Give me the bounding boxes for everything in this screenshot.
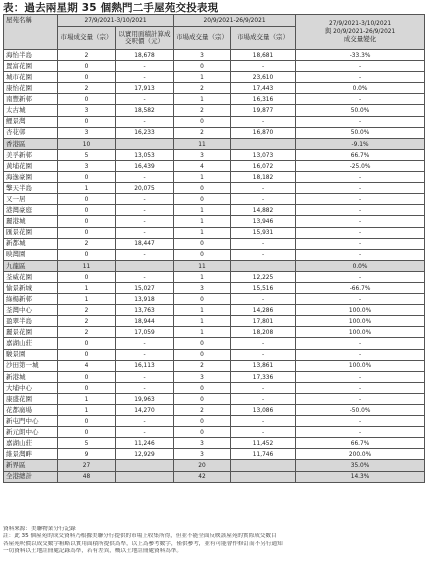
- table-row: [4, 294, 425, 305]
- p1-price-cell: -: [116, 349, 174, 360]
- estate-name-cell: 黃埔花園: [4, 160, 58, 171]
- table-row: [4, 382, 425, 393]
- volume-change-cell: -: [296, 338, 425, 349]
- p1-price-cell: [116, 138, 174, 149]
- p2-volume-cell: 20: [174, 460, 231, 471]
- estate-name-cell: 愉景新城: [4, 282, 58, 293]
- p2-volume-header: 市場成交量（宗）: [174, 27, 231, 50]
- p2-price-cell: 12,225: [231, 271, 296, 282]
- p1-volume-cell: 0: [58, 116, 116, 127]
- volume-change-cell: -66.7%: [296, 282, 425, 293]
- p1-price-cell: 13,053: [116, 149, 174, 160]
- p2-price-cell: [231, 460, 296, 471]
- change-header-line1: 27/9/2021-3/10/2021: [328, 19, 392, 28]
- p2-price-cell: 15,931: [231, 227, 296, 238]
- p2-price-cell: -: [231, 294, 296, 305]
- estate-name-cell: 嘉湖山莊: [4, 438, 58, 449]
- table-row: [4, 438, 425, 449]
- p2-price-cell: 15,516: [231, 282, 296, 293]
- volume-change-cell: -: [296, 72, 425, 83]
- p1-price-cell: 18,447: [116, 238, 174, 249]
- table-row: [4, 305, 425, 316]
- p2-volume-cell: 0: [174, 393, 231, 404]
- p2-volume-cell: 2: [174, 360, 231, 371]
- p2-volume-cell: 2: [174, 105, 231, 116]
- p1-volume-cell: 0: [58, 94, 116, 105]
- p2-price-cell: 13,946: [231, 216, 296, 227]
- volume-change-cell: -: [296, 271, 425, 282]
- p1-price-cell: 17,913: [116, 83, 174, 94]
- p2-price-cell: 13,073: [231, 149, 296, 160]
- table-row: [4, 194, 425, 205]
- p2-price-cell: -: [231, 338, 296, 349]
- table-body: [4, 50, 425, 483]
- p2-price-cell: [231, 138, 296, 149]
- p2-volume-cell: 0: [174, 61, 231, 72]
- volume-change-cell: -: [296, 94, 425, 105]
- table-row: [4, 371, 425, 382]
- footnote-line: 各屋苑呎價以成交數字粗略以實用面積所提供為準，以上為參考數字，僅供參考，並有可能會作修訂而不另行通知: [3, 540, 283, 547]
- table-row: [4, 349, 425, 360]
- p1-volume-cell: 0: [58, 227, 116, 238]
- p2-price-cell: 17,443: [231, 83, 296, 94]
- table-row: [4, 127, 425, 138]
- volume-change-cell: 66.7%: [296, 149, 425, 160]
- p2-volume-cell: 2: [174, 405, 231, 416]
- table-row: [4, 271, 425, 282]
- p2-price-cell: 18,182: [231, 172, 296, 183]
- p2-price-cell: -: [231, 183, 296, 194]
- volume-change-cell: -: [296, 172, 425, 183]
- estate-name-cell: 新界區: [4, 460, 58, 471]
- p1-volume-cell: 27: [58, 460, 116, 471]
- p2-price-cell: 13,086: [231, 405, 296, 416]
- region-total-row: [4, 471, 425, 482]
- p2-volume-cell: 0: [174, 194, 231, 205]
- p2-price-cell: 19,877: [231, 105, 296, 116]
- p2-volume-cell: 0: [174, 183, 231, 194]
- p1-price-cell: 16,233: [116, 127, 174, 138]
- estate-name-cell: 盈翠半島: [4, 316, 58, 327]
- p2-volume-cell: 1: [174, 72, 231, 83]
- p1-volume-cell: 0: [58, 427, 116, 438]
- p1-volume-cell: 0: [58, 349, 116, 360]
- table-row: [4, 449, 425, 460]
- volume-change-cell: -: [296, 116, 425, 127]
- table-row: [4, 116, 425, 127]
- p1-price-cell: 14,270: [116, 405, 174, 416]
- estate-name-cell: 新元朗中心: [4, 427, 58, 438]
- p2-volume-cell: 0: [174, 238, 231, 249]
- estate-name-cell: 又一居: [4, 194, 58, 205]
- p1-price-cell: -: [116, 205, 174, 216]
- p2-price-cell: -: [231, 249, 296, 260]
- p2-price-cell: 16,870: [231, 127, 296, 138]
- header-row-periods: [4, 15, 425, 27]
- estate-name-cell: 康怡花園: [4, 83, 58, 94]
- footnotes: [3, 526, 424, 555]
- p1-volume-cell: 0: [58, 172, 116, 183]
- p1-price-cell: -: [116, 194, 174, 205]
- table-row: [4, 405, 425, 416]
- estate-name-cell: 南豐新邨: [4, 94, 58, 105]
- table-row: [4, 105, 425, 116]
- estate-name-cell: 康盛花園: [4, 393, 58, 404]
- p2-price-cell: -: [231, 393, 296, 404]
- estate-name-cell: 維景灣畔: [4, 449, 58, 460]
- p1-volume-cell: 2: [58, 305, 116, 316]
- p1-price-cell: -: [116, 427, 174, 438]
- volume-change-cell: -: [296, 416, 425, 427]
- estate-name-cell: 海逸豪園: [4, 172, 58, 183]
- p1-price-cell: -: [116, 172, 174, 183]
- table-row: [4, 72, 425, 83]
- volume-change-cell: -: [296, 216, 425, 227]
- period2-header: 20/9/2021-26/9/2021: [174, 15, 296, 27]
- p1-volume-cell: 2: [58, 238, 116, 249]
- volume-change-cell: -25.0%: [296, 160, 425, 171]
- p2-volume-cell: 4: [174, 160, 231, 171]
- p1-volume-cell: 2: [58, 316, 116, 327]
- transactions-table: [3, 14, 425, 483]
- p2-volume-cell: 0: [174, 349, 231, 360]
- volume-change-cell: -50.0%: [296, 405, 425, 416]
- estate-name-cell: 香港區: [4, 138, 58, 149]
- p2-price-cell: -: [231, 238, 296, 249]
- volume-change-cell: 50.0%: [296, 105, 425, 116]
- estate-name-cell: 置富花園: [4, 61, 58, 72]
- volume-change-cell: 100.0%: [296, 360, 425, 371]
- table-row: [4, 338, 425, 349]
- p1-price-cell: 13,763: [116, 305, 174, 316]
- table-row: [4, 149, 425, 160]
- p1-volume-cell: 1: [58, 294, 116, 305]
- p2-volume-cell: 3: [174, 282, 231, 293]
- p2-price-cell: -: [231, 427, 296, 438]
- p1-volume-cell: 0: [58, 416, 116, 427]
- p1-volume-header: 市場成交量（宗）: [58, 27, 116, 50]
- p1-price-cell: -: [116, 416, 174, 427]
- table-row: [4, 393, 425, 404]
- p2-price-cell: [231, 471, 296, 482]
- change-header-line3: 成交量變化: [343, 34, 377, 43]
- table-row: [4, 238, 425, 249]
- table-row: [4, 172, 425, 183]
- p2-volume-cell: 0: [174, 116, 231, 127]
- volume-change-cell: -: [296, 349, 425, 360]
- p1-price-cell: 15,027: [116, 282, 174, 293]
- table-row: [4, 183, 425, 194]
- estate-name-cell: 大埔中心: [4, 382, 58, 393]
- footnote-line: 一切資料以土地註冊處記錄為準，若有差異，概以土地註冊處資料為準。: [3, 547, 183, 554]
- estate-name-cell: 映灣園: [4, 249, 58, 260]
- p1-price-cell: 17,059: [116, 327, 174, 338]
- table-row: [4, 282, 425, 293]
- table-row: [4, 94, 425, 105]
- p2-volume-cell: 1: [174, 94, 231, 105]
- volume-change-cell: -9.1%: [296, 138, 425, 149]
- estate-name-cell: 嘉湖山莊: [4, 338, 58, 349]
- p1-volume-cell: 48: [58, 471, 116, 482]
- p1-price-cell: 12,929: [116, 449, 174, 460]
- p2-volume-cell: 1: [174, 205, 231, 216]
- estate-name-cell: 太古城: [4, 105, 58, 116]
- volume-change-cell: 66.7%: [296, 438, 425, 449]
- p2-price-cell: 23,610: [231, 72, 296, 83]
- p1-price-cell: 18,944: [116, 316, 174, 327]
- p2-volume-cell: 42: [174, 471, 231, 482]
- table-row: [4, 427, 425, 438]
- p1-price-cell: -: [116, 94, 174, 105]
- p2-price-cell: -: [231, 416, 296, 427]
- period1-header: 27/9/2021-3/10/2021: [58, 15, 174, 27]
- estate-name-cell: 鯉景灣: [4, 116, 58, 127]
- p2-volume-cell: 3: [174, 50, 231, 61]
- p2-price-cell: -: [231, 116, 296, 127]
- p1-price-cell: 18,678: [116, 50, 174, 61]
- estate-name-cell: 綠楊新邨: [4, 294, 58, 305]
- p1-volume-cell: 0: [58, 216, 116, 227]
- p1-price-cell: [116, 471, 174, 482]
- change-header-line2: 與 20/9/2021-26/9/2021: [324, 27, 396, 36]
- volume-change-cell: -: [296, 238, 425, 249]
- p1-price-cell: -: [116, 216, 174, 227]
- p1-price-cell: -: [116, 249, 174, 260]
- estate-name-cell: 海怡半島: [4, 50, 58, 61]
- p2-volume-cell: 1: [174, 216, 231, 227]
- volume-change-cell: -33.3%: [296, 50, 425, 61]
- p1-volume-cell: 0: [58, 194, 116, 205]
- p2-volume-cell: 0: [174, 416, 231, 427]
- p1-volume-cell: 11: [58, 260, 116, 271]
- p1-volume-cell: 2: [58, 50, 116, 61]
- p2-volume-cell: 3: [174, 371, 231, 382]
- p2-volume-cell: 3: [174, 449, 231, 460]
- estate-name-cell: 麗港城: [4, 216, 58, 227]
- region-total-row: [4, 138, 425, 149]
- estate-name-cell: 擎天半島: [4, 183, 58, 194]
- volume-change-cell: -: [296, 227, 425, 238]
- p1-price-cell: -: [116, 227, 174, 238]
- estate-name-cell: 城市花園: [4, 72, 58, 83]
- p2-price-cell: -: [231, 382, 296, 393]
- p2-volume-cell: 1: [174, 271, 231, 282]
- p1-volume-cell: 0: [58, 205, 116, 216]
- volume-change-cell: 0.0%: [296, 260, 425, 271]
- table-row: [4, 316, 425, 327]
- volume-change-cell: 14.3%: [296, 471, 425, 482]
- estate-name-cell: 新屯門中心: [4, 416, 58, 427]
- estate-name-cell: 新都城: [4, 238, 58, 249]
- table-row: [4, 227, 425, 238]
- p1-price-cell: [116, 260, 174, 271]
- table-row: [4, 205, 425, 216]
- p2-volume-cell: 0: [174, 427, 231, 438]
- p1-volume-cell: 4: [58, 360, 116, 371]
- p1-volume-cell: 1: [58, 393, 116, 404]
- p1-volume-cell: 0: [58, 371, 116, 382]
- p1-price-cell: -: [116, 271, 174, 282]
- table-row: [4, 327, 425, 338]
- volume-change-cell: -: [296, 371, 425, 382]
- p1-price-cell: -: [116, 382, 174, 393]
- p2-volume-cell: 0: [174, 338, 231, 349]
- p1-price-cell: 16,113: [116, 360, 174, 371]
- p1-volume-cell: 0: [58, 382, 116, 393]
- estate-name-cell: 全港總計: [4, 471, 58, 482]
- estate-name-cell: 九龍區: [4, 260, 58, 271]
- estate-name-cell: 荃威花園: [4, 271, 58, 282]
- estate-column-header: 屋苑名稱: [4, 15, 58, 50]
- p1-price-header: 以實用面積計算成交呎價（元）: [116, 27, 174, 50]
- p1-volume-cell: 10: [58, 138, 116, 149]
- table-row: [4, 216, 425, 227]
- estate-name-cell: 荃灣中心: [4, 305, 58, 316]
- estate-name-cell: 麗景花園: [4, 327, 58, 338]
- volume-change-cell: -: [296, 183, 425, 194]
- p2-price-cell: 18,208: [231, 327, 296, 338]
- estate-name-cell: 美孚新邨: [4, 149, 58, 160]
- volume-change-cell: -: [296, 427, 425, 438]
- volume-change-cell: 0.0%: [296, 83, 425, 94]
- table-row: [4, 61, 425, 72]
- p1-volume-cell: 0: [58, 72, 116, 83]
- p2-price-cell: 11,746: [231, 449, 296, 460]
- p2-volume-cell: 11: [174, 138, 231, 149]
- estate-name-cell: 花都廣場: [4, 405, 58, 416]
- p1-volume-cell: 3: [58, 105, 116, 116]
- estate-name-cell: 新港城: [4, 371, 58, 382]
- table-title: 表：過去兩星期 35 個熱門二手屋苑交投表現: [3, 2, 219, 14]
- p2-price-cell: [231, 260, 296, 271]
- footnote-line: 資料來源：美聯物業分行記錄: [3, 526, 76, 532]
- region-total-row: [4, 460, 425, 471]
- p1-price-cell: 18,582: [116, 105, 174, 116]
- p1-volume-cell: 3: [58, 160, 116, 171]
- p1-price-cell: -: [116, 72, 174, 83]
- estate-name-cell: 杏花邨: [4, 127, 58, 138]
- p2-volume-cell: 1: [174, 316, 231, 327]
- p2-volume-cell: 1: [174, 305, 231, 316]
- change-column-header: [296, 15, 425, 50]
- p1-volume-cell: 0: [58, 338, 116, 349]
- region-total-row: [4, 260, 425, 271]
- volume-change-cell: 100.0%: [296, 316, 425, 327]
- p2-price-cell: -: [231, 61, 296, 72]
- volume-change-cell: 50.0%: [296, 127, 425, 138]
- volume-change-cell: 100.0%: [296, 327, 425, 338]
- estate-name-cell: 沙田第一城: [4, 360, 58, 371]
- p1-price-cell: -: [116, 61, 174, 72]
- p2-price-cell: 17,801: [231, 316, 296, 327]
- p2-price-cell: 13,861: [231, 360, 296, 371]
- p1-volume-cell: 1: [58, 183, 116, 194]
- volume-change-cell: 200.0%: [296, 449, 425, 460]
- table-row: [4, 160, 425, 171]
- p2-price-cell: 14,286: [231, 305, 296, 316]
- p2-volume-cell: 1: [174, 172, 231, 183]
- volume-change-cell: -: [296, 249, 425, 260]
- table-row: [4, 360, 425, 371]
- estate-name-cell: 駿景園: [4, 349, 58, 360]
- p1-volume-cell: 0: [58, 249, 116, 260]
- p2-volume-cell: 0: [174, 382, 231, 393]
- volume-change-cell: -: [296, 382, 425, 393]
- p1-volume-cell: 1: [58, 282, 116, 293]
- table-row: [4, 249, 425, 260]
- volume-change-cell: -: [296, 61, 425, 72]
- p1-price-cell: 19,963: [116, 393, 174, 404]
- p1-volume-cell: 2: [58, 83, 116, 94]
- footnote-line: 註：此 35 個屋苑的成交資料乃根據美聯分行提供的市場上收集所得，但並不能全面反映該屋苑的實際成交數目: [3, 533, 277, 540]
- volume-change-cell: -: [296, 294, 425, 305]
- p1-volume-cell: 0: [58, 271, 116, 282]
- p1-price-cell: -: [116, 371, 174, 382]
- p2-price-cell: 17,336: [231, 371, 296, 382]
- p2-price-cell: -: [231, 349, 296, 360]
- p2-volume-cell: 1: [174, 227, 231, 238]
- volume-change-cell: -: [296, 194, 425, 205]
- volume-change-cell: 100.0%: [296, 305, 425, 316]
- p2-price-cell: 11,452: [231, 438, 296, 449]
- p2-volume-cell: 1: [174, 327, 231, 338]
- p1-volume-cell: 0: [58, 61, 116, 72]
- p1-price-cell: 20,075: [116, 183, 174, 194]
- p1-volume-cell: 5: [58, 149, 116, 160]
- p2-price-cell: 16,316: [231, 94, 296, 105]
- p2-price-cell: 14,882: [231, 205, 296, 216]
- table-row: [4, 83, 425, 94]
- p1-price-cell: -: [116, 116, 174, 127]
- p1-volume-cell: 2: [58, 327, 116, 338]
- p2-volume-cell: 3: [174, 149, 231, 160]
- p1-price-cell: -: [116, 338, 174, 349]
- volume-change-cell: -: [296, 205, 425, 216]
- p1-volume-cell: 1: [58, 405, 116, 416]
- p1-price-cell: [116, 460, 174, 471]
- p2-price-header: 市場成交量（宗）: [231, 27, 296, 50]
- table-row: [4, 50, 425, 61]
- p1-price-cell: 13,918: [116, 294, 174, 305]
- p2-volume-cell: 0: [174, 249, 231, 260]
- estate-name-cell: 港灣豪庭: [4, 205, 58, 216]
- p2-price-cell: 18,681: [231, 50, 296, 61]
- p2-volume-cell: 0: [174, 294, 231, 305]
- p1-volume-cell: 3: [58, 127, 116, 138]
- p2-volume-cell: 2: [174, 83, 231, 94]
- p1-price-cell: 11,246: [116, 438, 174, 449]
- p1-volume-cell: 9: [58, 449, 116, 460]
- p1-price-cell: 16,439: [116, 160, 174, 171]
- p2-volume-cell: 3: [174, 438, 231, 449]
- p2-volume-cell: 11: [174, 260, 231, 271]
- p2-price-cell: -: [231, 194, 296, 205]
- p1-volume-cell: 5: [58, 438, 116, 449]
- volume-change-cell: 35.0%: [296, 460, 425, 471]
- p2-price-cell: 16,072: [231, 160, 296, 171]
- table-row: [4, 416, 425, 427]
- estate-name-cell: 匯景花園: [4, 227, 58, 238]
- volume-change-cell: -: [296, 393, 425, 404]
- p2-volume-cell: 2: [174, 127, 231, 138]
